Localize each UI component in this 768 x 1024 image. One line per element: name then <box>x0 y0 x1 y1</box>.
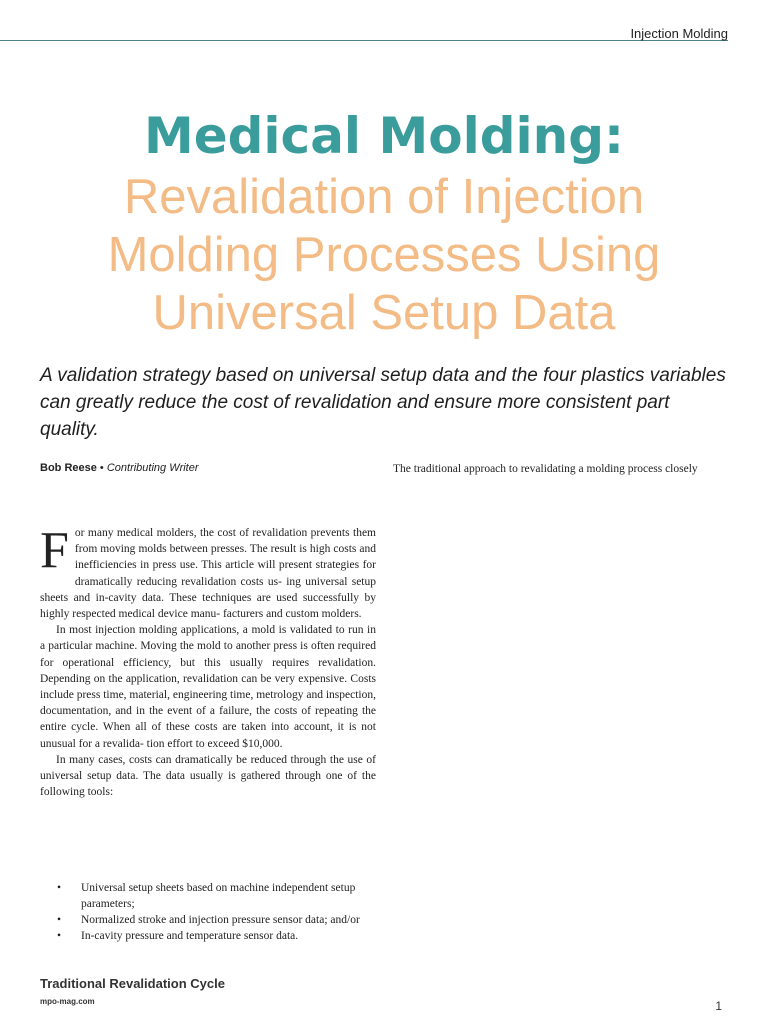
section-heading: Traditional Revalidation Cycle <box>40 976 225 991</box>
subtitle-line: Molding Processes Using <box>107 228 661 282</box>
bullet-list <box>40 880 376 944</box>
list-item-text: Universal setup sheets based on machine independent setup parameters; <box>81 882 356 910</box>
right-column-text: The traditional approach to revalidating a molding process closely <box>393 463 698 475</box>
subtitle-line: Universal Setup Data <box>152 286 616 340</box>
body-paragraph <box>40 522 376 622</box>
drop-cap: F <box>40 522 69 579</box>
body-paragraph: In most injection molding applications, a mold is validated to run in a particular machine. Moving the mold to another press is often required for operational efficiency, but this usually requires revalidation. Depending on the application, revalidation can be very expensive. Costs include press time, material, engineering time, metrology and inspection, documentation, and in the event of a failure, the costs of repeating the entire cycle. When all of these costs are taken into account, it is not unusual for a revalida- tion effort to exceed $10,000. <box>40 624 376 750</box>
article-subtitle <box>0 168 768 342</box>
section-label: Injection Molding <box>630 26 728 41</box>
body-paragraph: In many cases, costs can dramatically be reduced through the use of universal setup data. The data usually is gathered through one of the following tools: <box>40 753 376 799</box>
footer-site: mpo-mag.com <box>40 997 95 1006</box>
list-item <box>40 912 376 928</box>
author-role: Contributing Writer <box>106 462 199 474</box>
bullet-marker: • <box>57 882 62 894</box>
bullet-marker: • <box>57 914 62 926</box>
body-column <box>40 522 376 800</box>
article-title: Medical Molding: <box>143 107 625 165</box>
paragraph-text: or many medical molders, the cost of revalidation prevents them from moving molds between presses. The result is high costs and inefficiencies in press use. This article will present strategies for dramatically reducing revalidation costs us- ing universal setup sheets and in-cavity data. These techniques are used successfully by highly respected medical device manu- facturers and custom molders. <box>40 527 376 621</box>
page-number: 1 <box>715 999 722 1013</box>
list-item <box>40 880 376 912</box>
author-name: Bob Reese <box>40 462 97 474</box>
article-deck: A validation strategy based on universal setup data and the four plastics variables can greatly reduce the cost of revalidation and ensure more consistent part quality. <box>40 365 726 440</box>
list-item <box>40 928 376 944</box>
list-item-text: In-cavity pressure and temperature sensor data. <box>81 930 299 942</box>
bullet-marker: • <box>57 930 62 942</box>
list-item-text: Normalized stroke and injection pressure sensor data; and/or <box>81 914 360 926</box>
header-rule <box>0 40 728 41</box>
byline <box>40 462 199 474</box>
subtitle-line: Revalidation of Injection <box>123 170 645 224</box>
byline-separator: • <box>96 462 107 474</box>
